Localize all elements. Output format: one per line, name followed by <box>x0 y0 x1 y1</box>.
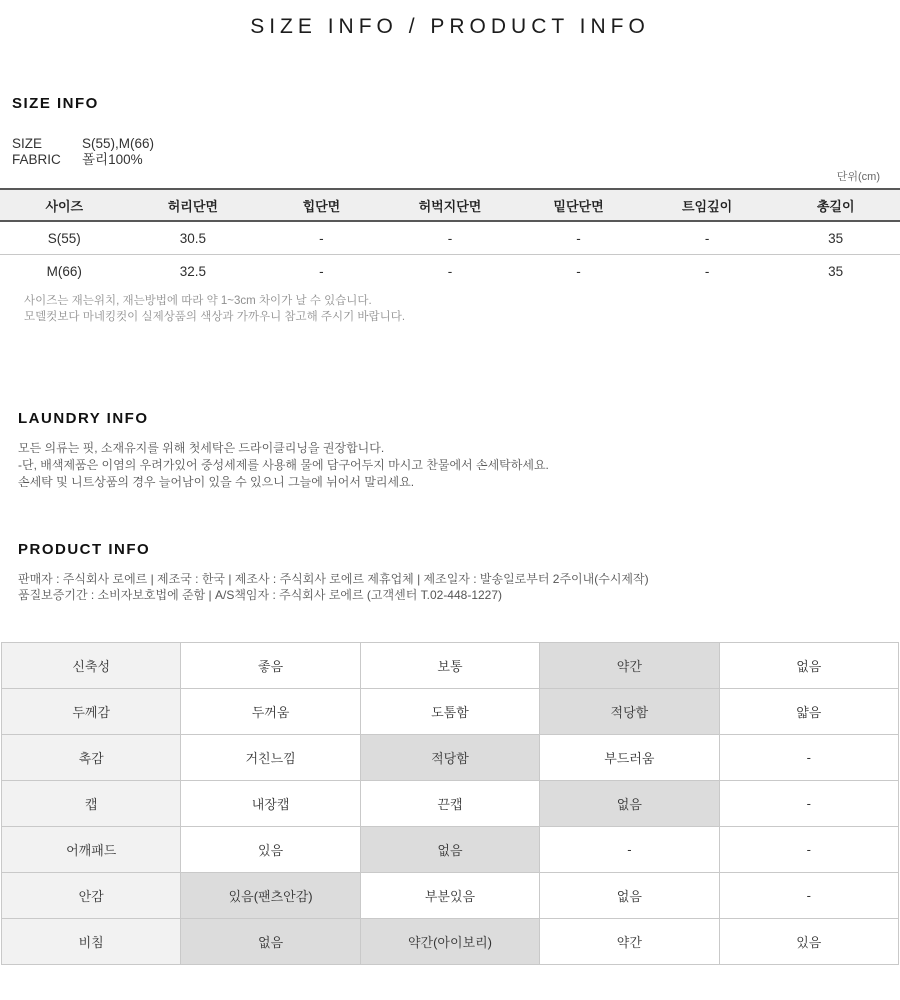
size-value-cell: 35 <box>828 263 844 279</box>
spec-option-cell-selected: 적당함 <box>540 689 719 735</box>
laundry-info-heading: LAUNDRY INFO <box>18 410 149 427</box>
spec-option-cell: 없음 <box>719 643 898 689</box>
size-column-header: 총길이 <box>771 189 900 221</box>
spec-table-row <box>2 919 899 965</box>
spec-option-cell: 얇음 <box>719 689 898 735</box>
product-lines <box>18 571 900 603</box>
size-name-cell: S(55) <box>0 221 129 255</box>
size-table <box>0 188 900 287</box>
size-table-header-row <box>0 189 900 221</box>
size-value-cell: - <box>319 263 324 279</box>
size-value-cell: - <box>386 221 515 255</box>
spec-label-cell: 두께감 <box>2 689 181 735</box>
spec-option-cell: 두꺼움 <box>181 689 360 735</box>
spec-table-row <box>2 873 899 919</box>
product-line: 판매자 : 주식회사 로에르 | 제조국 : 한국 | 제조사 : 주식회사 로에르 제휴업체 | 제조일자 : 발송일로부터 2주이내(수시제작) <box>18 572 649 586</box>
laundry-line: -단, 배색제품은 이염의 우려가있어 중성세제를 사용해 물에 담구어두지 마시고 찬물에서 손세탁하세요. <box>18 458 549 472</box>
spec-option-cell: 끈캡 <box>360 781 539 827</box>
size-value-cell: 35 <box>771 221 900 255</box>
size-value-cell: - <box>704 263 710 279</box>
size-meta-row <box>12 136 900 152</box>
spec-option-cell: 부드러움 <box>540 735 719 781</box>
spec-option-cell-selected: 약간 <box>540 643 719 689</box>
size-column-header: 허벅지단면 <box>386 189 515 221</box>
size-info-section <box>0 95 900 325</box>
size-meta-label: FABRIC <box>12 152 61 167</box>
size-info-heading: SIZE INFO <box>12 95 99 112</box>
spec-table-row <box>2 643 899 689</box>
size-column-header: 트임깊이 <box>643 189 772 221</box>
spec-option-cell-selected: 약간(아이보리) <box>360 919 539 965</box>
size-column-header: 사이즈 <box>0 189 129 221</box>
page-title: SIZE INFO / PRODUCT INFO <box>250 15 650 38</box>
spec-option-cell-selected: 없음 <box>181 919 360 965</box>
spec-option-cell: 있음 <box>181 827 360 873</box>
spec-table-row <box>2 781 899 827</box>
spec-option-cell-selected: 적당함 <box>360 735 539 781</box>
size-value-cell: - <box>514 221 643 255</box>
size-column-header: 힙단면 <box>257 189 386 221</box>
size-value-cell: - <box>447 263 453 279</box>
spec-label-cell: 어깨패드 <box>2 827 181 873</box>
size-name-cell: M(66) <box>46 263 82 279</box>
size-value-cell: - <box>643 221 772 255</box>
spec-option-cell: 내장캡 <box>181 781 360 827</box>
spec-table-body <box>2 643 899 965</box>
spec-label-cell: 촉감 <box>2 735 181 781</box>
unit-label: 단위(cm) <box>836 171 880 183</box>
spec-option-cell: 좋음 <box>181 643 360 689</box>
product-line: 품질보증기간 : 소비자보호법에 준함 | A/S책임자 : 주식회사 로에르 (고객센터 T.02-448-1227) <box>18 588 503 602</box>
spec-table-row <box>2 735 899 781</box>
spec-option-cell: - <box>719 781 898 827</box>
spec-option-cell-selected: 없음 <box>360 827 539 873</box>
laundry-line: 손세탁 및 니트상품의 경우 늘어남이 있을 수 있으니 그늘에 뉘어서 말리세요. <box>18 475 415 489</box>
spec-option-cell: 거친느낌 <box>181 735 360 781</box>
spec-option-cell: 없음 <box>540 873 719 919</box>
spec-option-cell-selected: 없음 <box>540 781 719 827</box>
size-value-cell: 30.5 <box>129 221 258 255</box>
size-table-row <box>0 221 900 255</box>
size-meta-row <box>12 152 900 168</box>
spec-table-row <box>2 689 899 735</box>
spec-option-cell: - <box>719 873 898 919</box>
size-table-body <box>0 221 900 287</box>
spec-option-cell: - <box>719 827 898 873</box>
size-meta-label: SIZE <box>12 136 43 151</box>
size-column-header: 밑단단면 <box>514 189 643 221</box>
spec-label-cell: 안감 <box>2 873 181 919</box>
spec-option-cell: 도톰함 <box>360 689 539 735</box>
spec-option-cell-selected: 있음(팬츠안감) <box>181 873 360 919</box>
spec-option-cell: - <box>719 735 898 781</box>
spec-table-row <box>2 827 899 873</box>
spec-option-cell: 보통 <box>360 643 539 689</box>
laundry-lines <box>18 440 900 491</box>
size-value-cell: 32.5 <box>179 263 206 279</box>
size-table-row <box>0 255 900 288</box>
size-note-line: 사이즈는 재는위치, 재는방법에 따라 약 1~3cm 차이가 날 수 있습니다. <box>24 295 372 307</box>
laundry-info-section <box>0 410 900 491</box>
size-value-cell: - <box>257 221 386 255</box>
product-info-heading: PRODUCT INFO <box>18 541 151 558</box>
size-value-cell: - <box>576 263 581 279</box>
spec-label-cell: 캡 <box>2 781 181 827</box>
size-meta-value: S(55),M(66) <box>82 136 155 151</box>
spec-label-cell: 비침 <box>2 919 181 965</box>
size-notes <box>24 294 900 325</box>
spec-label-cell: 신축성 <box>2 643 181 689</box>
spec-option-cell: 약간 <box>540 919 719 965</box>
product-info-section <box>0 541 900 603</box>
spec-option-cell: 부분있음 <box>360 873 539 919</box>
laundry-line: 모든 의류는 핏, 소재유지를 위해 첫세탁은 드라이클리닝을 권장합니다. <box>18 441 385 455</box>
size-meta <box>12 136 900 168</box>
spec-option-cell: 있음 <box>719 919 898 965</box>
size-column-header: 허리단면 <box>129 189 258 221</box>
spec-option-cell: - <box>540 827 719 873</box>
spec-table <box>1 642 899 965</box>
size-note-line: 모델컷보다 마네킹컷이 실제상품의 색상과 가까우니 참고해 주시기 바랍니다. <box>24 310 406 323</box>
size-meta-value: 폴리100% <box>82 152 143 167</box>
